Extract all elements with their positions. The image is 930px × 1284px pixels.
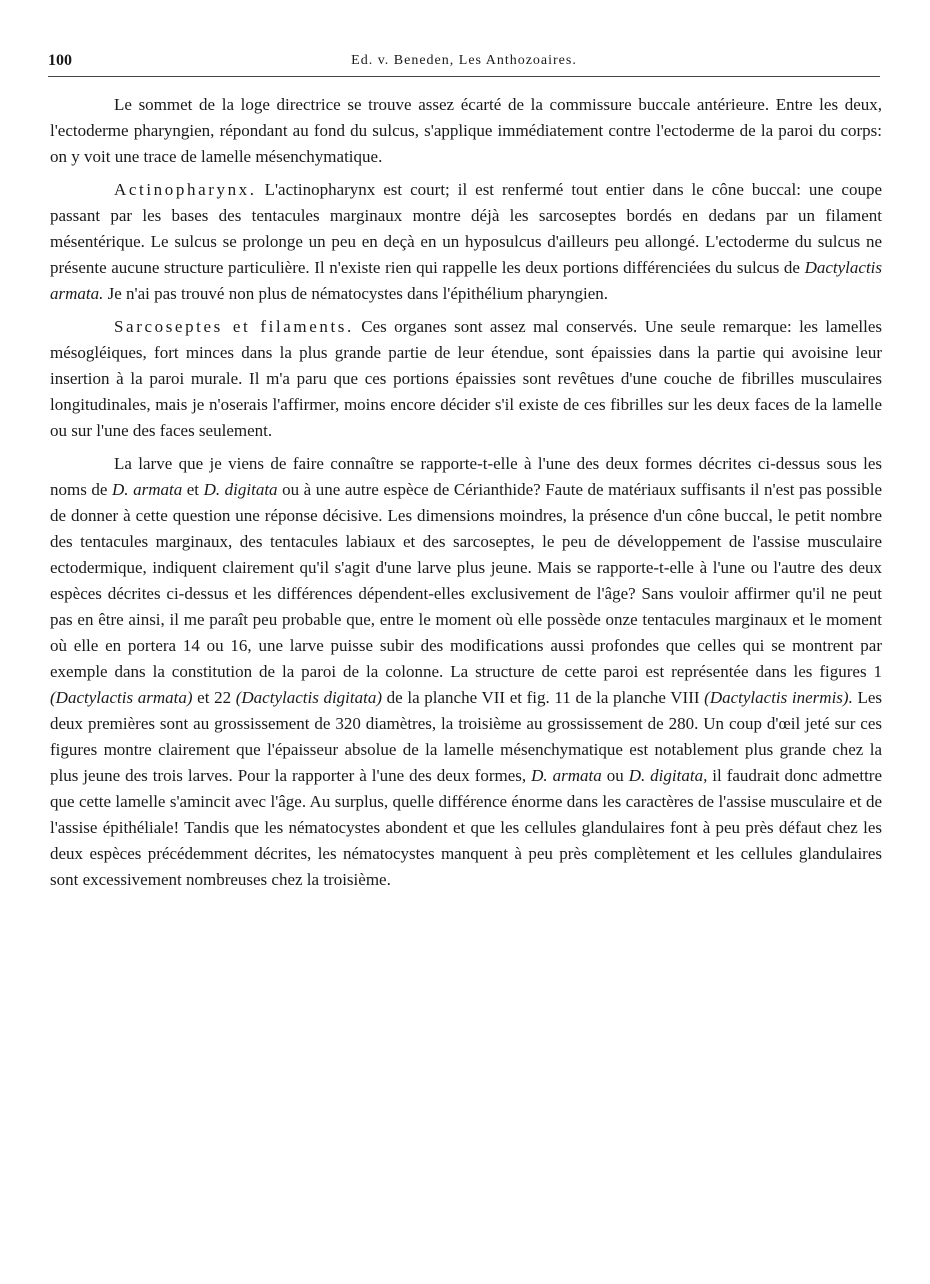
text-run: et bbox=[182, 480, 204, 499]
text-run: Je n'ai pas trouvé non plus de nématocystes dans l'épithélium pharyngien. bbox=[103, 284, 609, 303]
italic-text: D. armata bbox=[112, 480, 183, 499]
text-run: de la planche VII et fig. 11 de la planche VIII bbox=[382, 688, 705, 707]
italic-text: D. digitata bbox=[203, 480, 278, 499]
italic-text: (Dactylactis inermis). bbox=[704, 688, 853, 707]
page-number: 100 bbox=[48, 52, 72, 69]
paragraph bbox=[50, 177, 882, 307]
paragraph bbox=[50, 451, 882, 893]
italic-text: D. digitata, bbox=[628, 766, 708, 785]
text-run: L'actinopharynx est court; il est renfermé tout entier dans le cône buccal: une coupe passant par les bases des tentacules marginaux montre déjà les sarcoseptes bordés en dedans par un filament mésentérique. Le sulcus se prolonge un peu en deçà en un hyposulcus d'ailleurs peu allongé. L'ectoderme du sulcus ne présente aucune structure particulière. Il n'existe rien qui rappelle les deux portions différenciées du sulcus de bbox=[50, 180, 882, 277]
text-run: Le sommet de la loge directrice se trouve assez écarté de la commissure buccale antérieure. Entre les deux, l'ectoderme pharyngien, répondant au fond du sulcus, s'applique immédiatement contre l'ectoderme de la paroi du corps: on y voit une trace de lamelle mésenchymatique. bbox=[50, 95, 882, 166]
text-run: il faudrait donc admettre que cette lamelle s'amincit avec l'âge. Au surplus, quelle différence énorme dans les caractères de l'assise musculaire et de l'assise épithéliale! Tandis que les nématocystes abondent et que les cellules glandulaires font à peu près défaut chez les deux espèces précédemment décrites, les nématocystes manquent à peu près complètement et les cellules glandulaires sont excessivement nombreuses chez la troisième. bbox=[50, 766, 883, 889]
text-run: ou bbox=[601, 766, 629, 785]
text-run: et 22 bbox=[192, 688, 236, 707]
body-text bbox=[50, 92, 882, 900]
text-run: Les deux premières sont au grossissement de 320 diamètres, la troisième au grossissement de 280. Un coup d'œil jeté sur ces figures montre clairement que l'épaisseur absolue de la lamelle mésenchymatique est notablement plus grande chez la plus jeune des trois larves. Pour la rapporter à l'une des deux formes, bbox=[50, 688, 883, 785]
italic-text: (Dactylactis armata) bbox=[50, 688, 193, 707]
text-run: Ces organes sont assez mal conservés. Une seule remarque: les lamelles mésogléiques, fort minces dans la plus grande partie de leur étendue, sont épaissies dans la partie qui avoisine leur insertion à la paroi murale. Il m'a paru que ces portions épaissies sont revêtues d'une couche de fibrilles musculaires longitudinales, mais je n'oserais l'affirmer, moins encore décider s'il existe de ces fibrilles sur les deux faces de la lamelle ou sur l'une des faces seulement. bbox=[50, 317, 882, 440]
running-head: Ed. v. Beneden, Les Anthozoaires. bbox=[351, 53, 577, 68]
italic-text: (Dactylactis digitata) bbox=[235, 688, 383, 707]
section-heading: Sarcoseptes et filaments. bbox=[114, 317, 354, 336]
text-run: ou à une autre espèce de Cérianthide? Faute de matériaux suffisants il n'est pas possible de donner à cette question une réponse décisive. Les dimensions moindres, la présence d'un cône buccal, le petit nombre des tentacules marginaux, des tentacules labiaux et des sarcoseptes, le peu de développement de l'assise musculaire ectodermique, indiquent clairement qu'il s'agit d'une larve plus jeune. Mais se rapporte-t-elle à l'une ou l'autre des deux espèces décrites ci-dessus et les différences dépendent-elles exclusivement de l'âge? Sans vouloir affirmer qu'il ne peut pas en être ainsi, il me paraît peu probable que, entre le moment où elle possède onze tentacules marginaux et le moment où elle en portera 14 ou 16, une larve puisse subir des modifications aussi profondes que celles qui se montrent par exemple dans la constitution de la paroi de la colonne. La structure de cette paroi est représentée dans les figures 1 bbox=[50, 480, 882, 681]
page-header bbox=[48, 52, 880, 77]
italic-text: D. armata bbox=[531, 766, 602, 785]
italic-text: Dactylactis armata. bbox=[50, 258, 882, 303]
section-heading: Actinopharynx. bbox=[114, 180, 257, 199]
paragraph bbox=[50, 314, 882, 444]
text-run: La larve que je viens de faire connaître se rapporte-t-elle à l'une des deux formes décrites ci-dessus sous les noms de bbox=[50, 454, 882, 499]
paragraph bbox=[50, 92, 882, 170]
